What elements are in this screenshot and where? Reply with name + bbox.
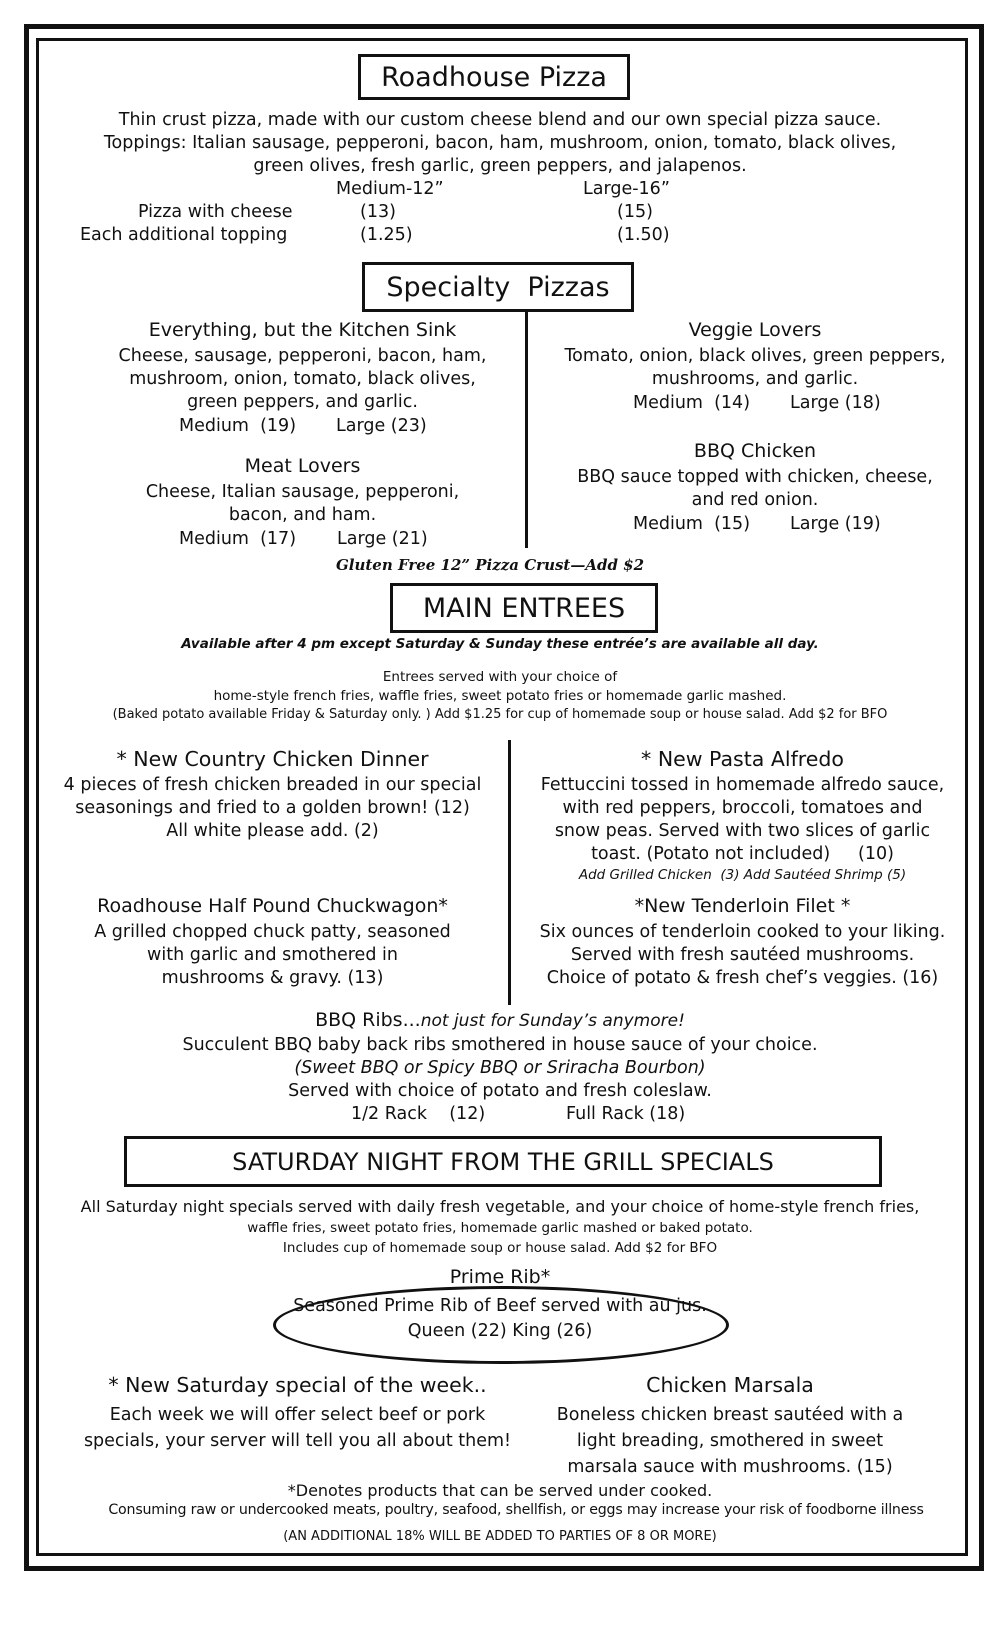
specialty-title-text: Specialty Pizzas	[386, 271, 610, 303]
pizza-description-line1: Thin crust pizza, made with our custom cheese blend and our own special pizza sauce.	[118, 110, 882, 130]
meat-lovers-large-price: Large (21)	[337, 529, 428, 549]
meat-lovers-medium-price: Medium (17)	[179, 529, 297, 549]
pizza-topping-large-price: (1.50)	[617, 225, 670, 245]
chicken-marsala-desc3: marsala sauce with mushrooms. (15)	[567, 1457, 893, 1477]
bbq-ribs-heading	[0, 1010, 1000, 1032]
pizza-topping-medium-price: (1.25)	[360, 225, 413, 245]
entrees-title-text: MAIN ENTREES	[422, 592, 626, 624]
veggie-lovers-medium-price: Medium (14)	[633, 393, 751, 413]
pizza-title-text: Roadhouse Pizza	[381, 61, 607, 93]
bbq-ribs-tagline: not just for Sunday’s anymore!	[420, 1011, 685, 1031]
kitchen-sink-name: Everything, but the Kitchen Sink	[148, 319, 457, 341]
pizza-cheese-medium-price: (13)	[360, 202, 396, 222]
saturday-sides-line1: All Saturday night specials served with daily fresh vegetable, and your choice of home-style french fries,	[80, 1197, 920, 1216]
gratuity-note: (AN ADDITIONAL 18% WILL BE ADDED TO PARTIES OF 8 OR MORE)	[283, 1529, 717, 1544]
chuckwagon-desc1: A grilled chopped chuck patty, seasoned	[94, 922, 451, 942]
veggie-lovers-large-price: Large (18)	[790, 393, 881, 413]
kitchen-sink-desc2: mushroom, onion, tomato, black olives,	[129, 369, 476, 389]
pizza-toppings-line: Toppings: Italian sausage, pepperoni, bacon, ham, mushroom, onion, tomato, black olives,	[103, 133, 897, 153]
kitchen-sink-desc1: Cheese, sausage, pepperoni, bacon, ham,	[118, 346, 487, 366]
pasta-alfredo-desc2: with red peppers, broccoli, tomatoes and	[562, 798, 923, 818]
prime-rib-name: Prime Rib*	[449, 1266, 551, 1288]
specialty-column-divider	[525, 312, 528, 548]
veggie-lovers-desc2: mushrooms, and garlic.	[651, 369, 859, 389]
pasta-alfredo-addon: Add Grilled Chicken (3) Add Sautéed Shrimp (5)	[578, 867, 907, 883]
country-chicken-desc3: All white please add. (2)	[166, 821, 379, 841]
chuckwagon-desc3: mushrooms & gravy. (13)	[161, 968, 384, 988]
pasta-alfredo-desc3: snow peas. Served with two slices of garlic	[554, 821, 931, 841]
entrees-sides-line3: (Baked potato available Friday & Saturday only. ) Add $1.25 for cup of homemade soup or house salad. Add $2 for BFO	[112, 707, 888, 722]
bbq-ribs-half-rack: 1/2 Rack (12)	[351, 1104, 486, 1124]
specialty-section-title	[362, 262, 634, 312]
saturday-sides-line2: waffle fries, sweet potato fries, homemade garlic mashed or baked potato.	[247, 1220, 753, 1236]
prime-rib-desc: Seasoned Prime Rib of Beef served with au jus.	[293, 1296, 707, 1316]
kitchen-sink-medium-price: Medium (19)	[179, 416, 297, 436]
meat-lovers-name: Meat Lovers	[244, 455, 361, 477]
pizza-toppings-line2: green olives, fresh garlic, green peppers, and jalapenos.	[253, 156, 747, 176]
pasta-alfredo-desc4: toast. (Potato not included) (10)	[591, 844, 894, 864]
tenderloin-filet-desc1: Six ounces of tenderloin cooked to your liking.	[539, 922, 946, 942]
gluten-free-note: Gluten Free 12” Pizza Crust—Add $2	[335, 556, 645, 574]
foodborne-warning: Consuming raw or undercooked meats, poultry, seafood, shellfish, or eggs may increase your risk of foodborne illness	[108, 1502, 924, 1518]
pizza-cheese-label: Pizza with cheese	[138, 202, 293, 222]
bbq-ribs-desc3: Served with choice of potato and fresh coleslaw.	[288, 1081, 712, 1101]
kitchen-sink-desc3: green peppers, and garlic.	[187, 392, 418, 412]
tenderloin-filet-name: *New Tenderloin Filet *	[634, 895, 851, 917]
saturday-special-desc1: Each week we will offer select beef or pork	[109, 1405, 486, 1425]
pizza-size-medium-header: Medium-12”	[336, 179, 444, 199]
saturday-section-title	[124, 1136, 882, 1187]
chicken-marsala-name: Chicken Marsala	[646, 1373, 814, 1397]
entrees-section-title	[390, 583, 658, 633]
country-chicken-name: * New Country Chicken Dinner	[116, 747, 429, 771]
pizza-topping-label: Each additional topping	[80, 225, 288, 245]
bbq-chicken-medium-price: Medium (15)	[633, 514, 751, 534]
chuckwagon-name: Roadhouse Half Pound Chuckwagon*	[97, 895, 448, 917]
country-chicken-desc2: seasonings and fried to a golden brown! (12)	[75, 798, 470, 818]
pizza-section-title	[358, 54, 630, 100]
prime-rib-sizes: Queen (22) King (26)	[407, 1321, 593, 1341]
veggie-lovers-desc1: Tomato, onion, black olives, green peppers,	[564, 346, 946, 366]
entrees-sides-line1: Entrees served with your choice of	[382, 669, 618, 685]
saturday-special-desc2: specials, your server will tell you all about them!	[83, 1431, 512, 1451]
entrees-column-divider	[508, 740, 511, 1005]
bbq-ribs-name: BBQ Ribs...	[315, 1009, 421, 1031]
veggie-lovers-name: Veggie Lovers	[688, 319, 822, 341]
pizza-size-large-header: Large-16”	[583, 179, 670, 199]
bbq-ribs-full-rack: Full Rack (18)	[566, 1104, 686, 1124]
chuckwagon-desc2: with garlic and smothered in	[147, 945, 398, 965]
saturday-title-text: SATURDAY NIGHT FROM THE GRILL SPECIALS	[232, 1147, 774, 1176]
entrees-sides-line2: home-style french fries, waffle fries, sweet potato fries or homemade garlic mashed.	[213, 688, 787, 704]
bbq-chicken-desc2: and red onion.	[691, 490, 819, 510]
chicken-marsala-desc2: light breading, smothered in sweet	[576, 1431, 884, 1451]
meat-lovers-desc1: Cheese, Italian sausage, pepperoni,	[145, 482, 460, 502]
pasta-alfredo-desc1: Fettuccini tossed in homemade alfredo sauce,	[540, 775, 945, 795]
saturday-sides-line3: Includes cup of homemade soup or house salad. Add $2 for BFO	[282, 1240, 718, 1256]
tenderloin-filet-desc2: Served with fresh sautéed mushrooms.	[570, 945, 915, 965]
bbq-ribs-sauces: (Sweet BBQ or Spicy BBQ or Sriracha Bourbon)	[294, 1058, 706, 1078]
bbq-ribs-desc1: Succulent BBQ baby back ribs smothered in house sauce of your choice.	[182, 1035, 818, 1055]
entrees-availability-note: Available after 4 pm except Saturday & Sunday these entrée’s are available all day.	[181, 636, 819, 652]
chicken-marsala-desc1: Boneless chicken breast sautéed with a	[556, 1405, 904, 1425]
pasta-alfredo-name: * New Pasta Alfredo	[641, 747, 844, 771]
pizza-cheese-large-price: (15)	[617, 202, 653, 222]
undercooked-note: *Denotes products that can be served under cooked.	[287, 1481, 713, 1500]
saturday-special-name: * New Saturday special of the week..	[108, 1373, 487, 1397]
bbq-chicken-desc1: BBQ sauce topped with chicken, cheese,	[577, 467, 933, 487]
meat-lovers-desc2: bacon, and ham.	[228, 505, 377, 525]
bbq-chicken-large-price: Large (19)	[790, 514, 881, 534]
country-chicken-desc1: 4 pieces of fresh chicken breaded in our special	[63, 775, 482, 795]
bbq-chicken-name: BBQ Chicken	[693, 440, 817, 462]
tenderloin-filet-desc3: Choice of potato & fresh chef’s veggies. (16)	[546, 968, 939, 988]
kitchen-sink-large-price: Large (23)	[336, 416, 427, 436]
